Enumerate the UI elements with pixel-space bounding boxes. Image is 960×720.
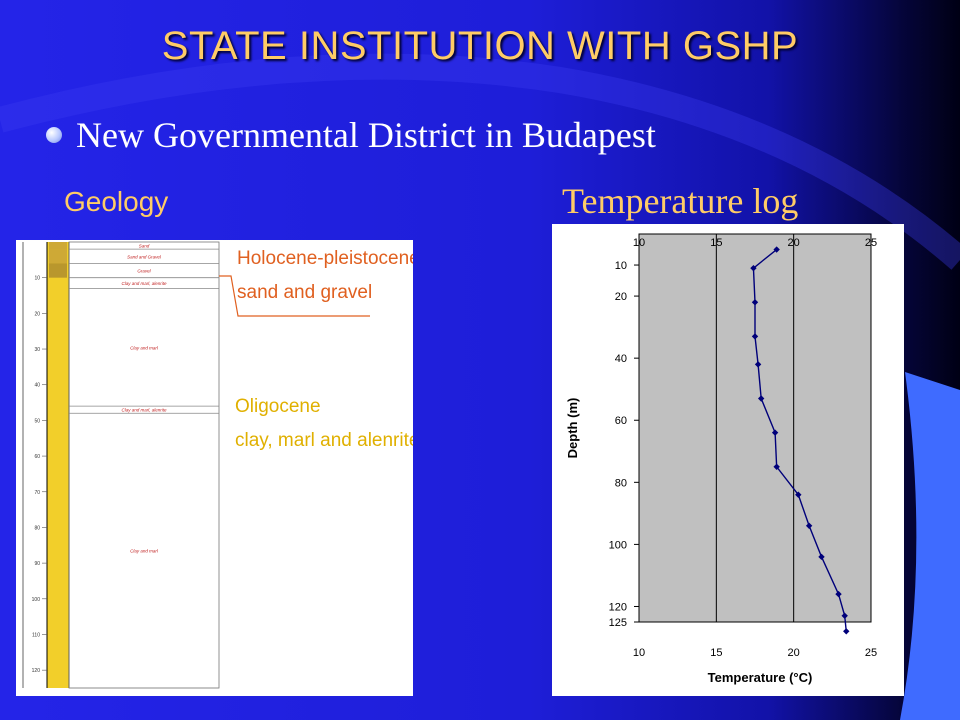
y-tick-label: 10 bbox=[614, 260, 627, 273]
geology-label: Geology bbox=[64, 186, 169, 217]
depth-tick-label: 20 bbox=[34, 311, 40, 318]
x-tick-label-top: 15 bbox=[710, 237, 723, 249]
y-axis-label: Depth (m) bbox=[565, 397, 580, 459]
y-tick-label: 40 bbox=[614, 353, 627, 366]
y-tick-label: 60 bbox=[614, 415, 627, 428]
geology-layer-label: Sand bbox=[138, 243, 150, 249]
depth-tick-label: 80 bbox=[34, 525, 40, 532]
geology-layer-label: Gravel bbox=[137, 268, 151, 274]
gravel-texture bbox=[49, 242, 67, 249]
x-tick-label-top: 10 bbox=[632, 237, 646, 249]
depth-tick-label: 60 bbox=[34, 454, 40, 461]
bullet-dot-icon bbox=[46, 127, 62, 143]
depth-tick-label: 110 bbox=[32, 632, 40, 639]
depth-tick-label: 40 bbox=[34, 382, 40, 389]
geology-layer-label: Clay and marl bbox=[130, 345, 158, 351]
geology-layer-label: Clay and marl bbox=[130, 548, 158, 554]
temperature-log-chart bbox=[552, 224, 904, 696]
bullet-item bbox=[46, 114, 656, 156]
geology-column bbox=[47, 242, 69, 688]
y-tick-label: 100 bbox=[608, 539, 627, 552]
depth-tick-label: 100 bbox=[31, 596, 40, 603]
data-point bbox=[843, 628, 849, 634]
depth-tick-label: 120 bbox=[31, 668, 40, 675]
geology-layer-label: Clay and marl, alenrite bbox=[121, 281, 167, 287]
temperature-panel bbox=[552, 224, 904, 696]
x-tick-label-bottom: 10 bbox=[632, 647, 646, 659]
geology-column-figure bbox=[16, 240, 413, 696]
x-tick-label-bottom: 25 bbox=[864, 647, 878, 659]
x-tick-label-bottom: 20 bbox=[787, 647, 800, 659]
geology-layer-table bbox=[69, 242, 219, 688]
x-tick-label-bottom: 15 bbox=[710, 647, 723, 659]
bullet-text: New Governmental District in Budapest bbox=[76, 115, 656, 155]
depth-tick-label: 30 bbox=[34, 347, 40, 354]
y-tick-label: 120 bbox=[608, 601, 627, 614]
y-tick-label: 20 bbox=[614, 291, 627, 304]
gravel-texture bbox=[49, 249, 67, 263]
slide-title: STATE INSTITUTION WITH GSHP bbox=[161, 24, 799, 68]
x-tick-label-top: 25 bbox=[864, 237, 878, 249]
y-tick-label: 80 bbox=[614, 477, 627, 490]
depth-tick-label: 90 bbox=[34, 561, 40, 568]
annotation-oligocene-line2: clay, marl and alenrite bbox=[235, 430, 413, 451]
depth-tick-label: 50 bbox=[34, 418, 40, 425]
temperature-log-label: Temperature log bbox=[562, 181, 799, 221]
gravel-texture bbox=[49, 263, 67, 277]
geology-layer-label: Clay and marl, alenrite bbox=[121, 407, 167, 413]
depth-tick-label: 70 bbox=[34, 489, 40, 496]
depth-tick-label: 10 bbox=[34, 275, 40, 282]
geology-layer-label: Sand and Gravel bbox=[127, 254, 161, 260]
geology-panel bbox=[16, 240, 413, 696]
annotation-oligocene-line1: Oligocene bbox=[235, 396, 321, 417]
annotation-holocene-line2: sand and gravel bbox=[237, 282, 373, 303]
annotation-holocene-line1: Holocene-pleistocene bbox=[237, 248, 413, 269]
y-tick-label: 125 bbox=[608, 617, 627, 629]
x-axis-label: Temperature (°C) bbox=[707, 670, 813, 685]
x-tick-label-top: 20 bbox=[787, 237, 800, 249]
